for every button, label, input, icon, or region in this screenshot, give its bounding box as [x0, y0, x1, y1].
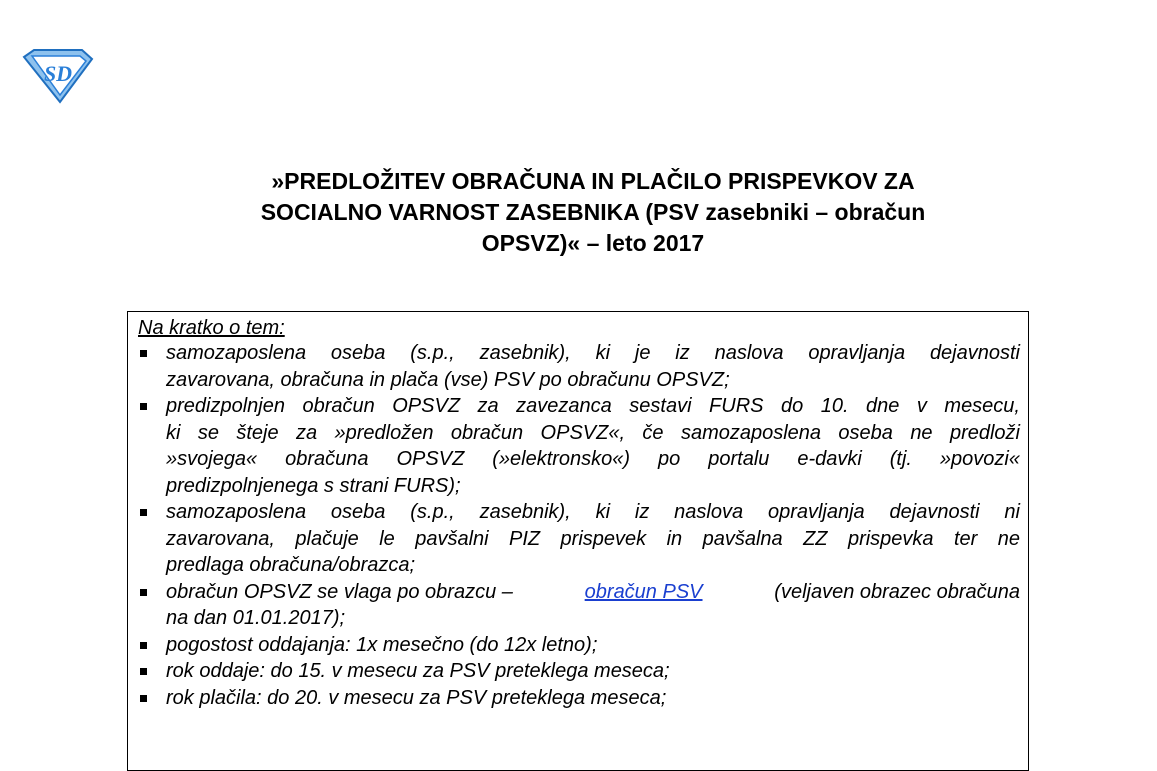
list-item-line: rok plačila: do 20. v mesecu za PSV preteklega meseca; — [166, 686, 667, 709]
list-item-line: zavarovana, obračuna in plača (vse) PSV po obračunu OPSVZ; — [166, 368, 730, 391]
list-item — [128, 579, 1028, 632]
list-item — [128, 393, 1028, 499]
obracun-psv-link[interactable]: obračun PSV — [584, 580, 703, 603]
list-item-line: predlaga obračuna/obrazca; — [166, 554, 416, 576]
list-item-line: predizpolnjen obračun OPSVZ za zavezanca sestavi FURS do 10. dne v mesecu, — [166, 395, 1020, 417]
list-item-line: predizpolnjenega s strani FURS); — [166, 474, 461, 497]
list-item — [128, 499, 1028, 579]
list-item-line: »svojega« obračuna OPSVZ (»elektronsko«) po portalu e-davki (tj. »povozi« — [166, 448, 1020, 470]
document-title — [140, 166, 1046, 259]
bullet-icon — [140, 509, 147, 516]
bullet-icon — [140, 403, 147, 410]
list-item-line — [166, 579, 1020, 606]
bullet-icon — [140, 350, 147, 357]
title-line-2: SOCIALNO VARNOST ZASEBNIKA (PSV zasebniki – obračun — [260, 199, 926, 225]
bullet-icon — [140, 589, 147, 596]
bullet-icon — [140, 668, 147, 675]
list-item-line: rok oddaje: do 15. v mesecu za PSV preteklega meseca; — [166, 660, 670, 682]
list-item-line: pogostost oddajanja: 1x mesečno (do 12x letno); — [166, 633, 598, 656]
summary-heading: Na kratko o tem: — [138, 317, 285, 339]
list-item-line: samozaposlena oseba (s.p., zasebnik), ki je iz naslova opravljanja dejavnosti — [166, 342, 1020, 364]
list-item — [128, 632, 1028, 659]
bullet-icon — [140, 642, 147, 649]
svg-text:SD: SD — [43, 61, 73, 86]
list-item-line: zavarovana, plačuje le pavšalni PIZ prispevek in pavšalna ZZ prispevka ter ne — [166, 527, 1020, 550]
list-item-text: obračun OPSVZ se vlaga po obrazcu – — [166, 580, 513, 603]
title-line-1: »PREDLOŽITEV OBRAČUNA IN PLAČILO PRISPEVKOV ZA — [271, 168, 915, 194]
list-item-line: samozaposlena oseba (s.p., zasebnik), ki iz naslova opravljanja dejavnosti ni — [166, 501, 1020, 523]
summary-box — [127, 311, 1029, 771]
list-item — [128, 658, 1028, 685]
list-item-line: na dan 01.01.2017); — [166, 607, 346, 629]
list-item — [128, 340, 1028, 393]
summary-list — [128, 340, 1028, 711]
list-item-line: ki se šteje za »predložen obračun OPSVZ«, če samozaposlena oseba ne predloži — [166, 421, 1020, 444]
list-item — [128, 685, 1028, 712]
organization-logo — [20, 47, 96, 105]
bullet-icon — [140, 695, 147, 702]
list-item-text: (veljaven obrazec obračuna — [774, 580, 1020, 603]
title-line-3: OPSVZ)« – leto 2017 — [481, 230, 705, 256]
